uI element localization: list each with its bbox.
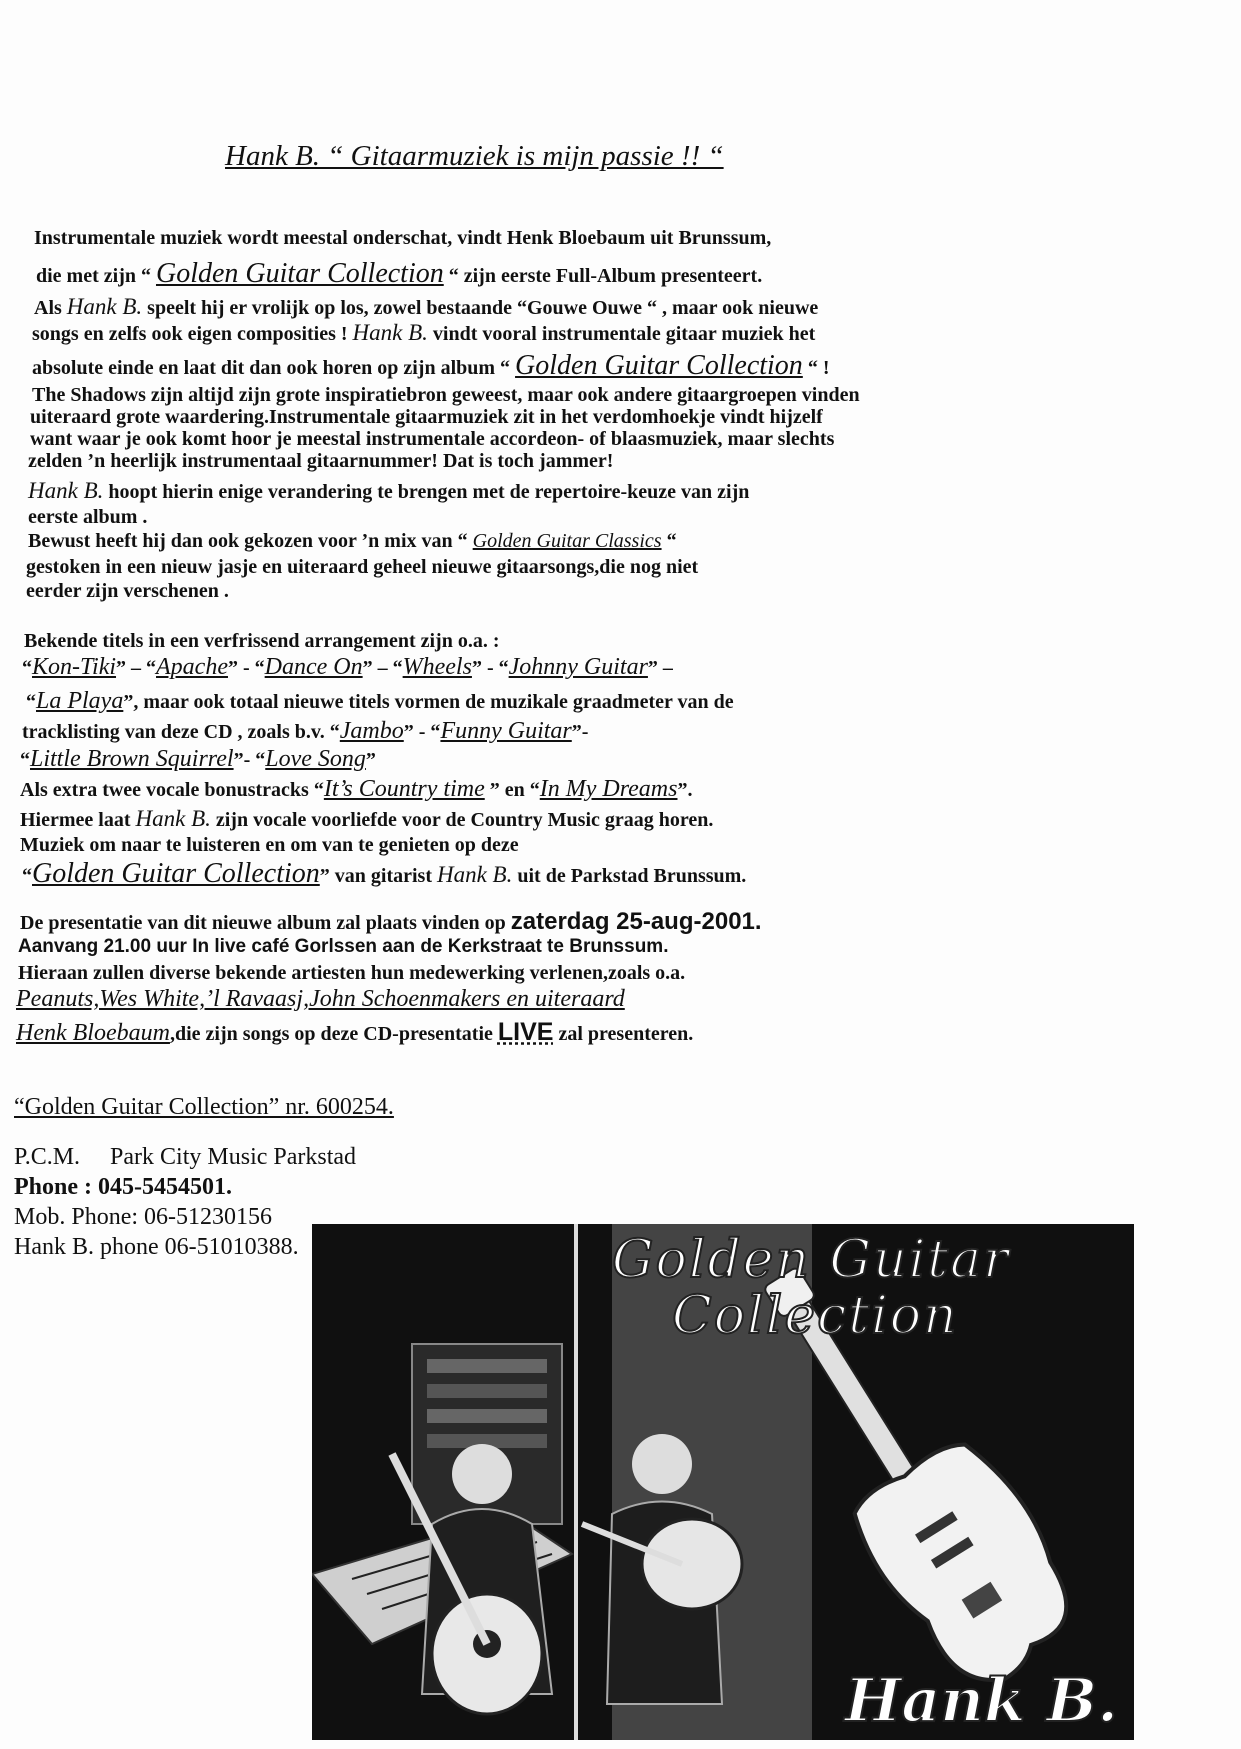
event-line-1: De presentatie van dit nieuwe album zal plaats vinden op zaterdag 25-aug-2001. xyxy=(20,908,762,935)
article-line-12: Bewust heeft hij dan ook gekozen voor ’n mix van “ Golden Guitar Classics “ xyxy=(28,530,677,552)
album-line: “Golden Guitar Collection” van gitarist Hank B. uit de Parkstad Brunssum. xyxy=(22,858,747,889)
article-line-6: The Shadows zijn altijd zijn grote inspiratiebron geweest, maar ook andere gitaargroepen vinden xyxy=(32,384,860,406)
bonus-line: Als extra twee vocale bonustracks “It’s Country time ” en “In My Dreams”. xyxy=(20,776,693,802)
enjoy-line: Muziek om naar te luisteren en om van te genieten op deze xyxy=(20,834,519,856)
titles-line-1: “Kon-Tiki” – “Apache” - “Dance On” – “Wheels” - “Johnny Guitar” – xyxy=(22,654,673,680)
article-line-2: die met zijn “ Golden Guitar Collection “ zijn eerste Full-Album presenteert. xyxy=(36,258,763,289)
classics-name: Golden Guitar Classics xyxy=(472,530,662,552)
article-line-9: zelden ’n heerlijk instrumentaal gitaarnummer! Dat is toch jammer! xyxy=(28,450,614,472)
titles-line-2: “La Playa”, maar ook totaal nieuwe titels vormen de muzikale graadmeter van de xyxy=(26,688,734,714)
titles-line-4: “Little Brown Squirrel”- “Love Song” xyxy=(20,746,376,772)
artist-name: Hank B. xyxy=(66,294,143,319)
article-line-10: Hank B. hoopt hierin enige verandering te brengen met de repertoire-keuze van zijn xyxy=(28,478,750,503)
article-line-1: Instrumentale muziek wordt meestal onderschat, vindt Henk Bloebaum uit Brunssum, xyxy=(34,227,772,249)
article-line-14: eerder zijn verschenen . xyxy=(26,580,229,602)
contact-phone: Phone : 045-5454501. xyxy=(14,1174,232,1200)
album-name: Golden Guitar Collection xyxy=(155,258,444,289)
artists-line: Peanuts,Wes White,’l Ravaasj,John Schoenmakers en uiteraard xyxy=(16,986,625,1012)
titles-intro: Bekende titels in een verfrissend arrangement zijn o.a. : xyxy=(24,630,500,652)
article-line-5: absolute einde en laat dit dan ook horen op zijn album “ Golden Guitar Collection “ ! xyxy=(32,350,830,381)
article-line-11: eerste album . xyxy=(28,506,148,528)
event-line-2: Aanvang 21.00 uur In live café Gorlssen aan de Kerkstraat te Brunssum. xyxy=(18,936,669,957)
page-title: Hank B. “ Gitaarmuziek is mijn passie !! “ xyxy=(225,140,724,172)
article-line-7: uiteraard grote waardering.Instrumentale gitaarmuziek zit in het verdomhoekje vindt hijzelf xyxy=(30,406,823,428)
article-line-8: want waar je ook komt hoor je meestal instrumentale accordeon- of blaasmuziek, maar slechts xyxy=(30,428,835,450)
contact-hank-phone: Hank B. phone 06-51010388. xyxy=(14,1234,299,1260)
catalog-number: “Golden Guitar Collection” nr. 600254. xyxy=(14,1094,394,1120)
henk-name: Henk Bloebaum xyxy=(16,1020,170,1046)
event-line-3: Hieraan zullen diverse bekende artiesten hun medewerking verlenen,zoals o.a. xyxy=(18,962,686,984)
event-line-5: Henk Bloebaum,die zijn songs op deze CD-presentatie LIVE zal presenteren. xyxy=(16,1018,694,1046)
vocal-line: Hiermee laat Hank B. zijn vocale voorliefde voor de Country Music graag horen. xyxy=(20,806,714,831)
article-line-4: songs en zelfs ook eigen composities ! Hank B. vindt vooral instrumentale gitaar muziek het xyxy=(32,320,816,345)
live-label: LIVE xyxy=(497,1018,554,1046)
article-line-3: Als Hank B. speelt hij er vrolijk op los, zowel bestaande “Gouwe Ouwe “ , maar ook nieuwe xyxy=(34,294,819,319)
article-line-13: gestoken in een nieuw jasje en uiteraard geheel nieuwe gitaarsongs,die nog niet xyxy=(26,556,699,578)
titles-line-3: tracklisting van deze CD , zoals b.v. “Jambo” - “Funny Guitar”- xyxy=(22,718,589,744)
event-date: zaterdag 25-aug-2001. xyxy=(510,908,762,935)
contact-mobile: Mob. Phone: 06-51230156 xyxy=(14,1204,272,1230)
cover-title-line-1: Golden Guitar xyxy=(612,1230,1010,1290)
cover-artist: Hank B. xyxy=(844,1666,1118,1736)
contact-company: P.C.M. Park City Music Parkstad xyxy=(14,1144,357,1170)
album-cover-image xyxy=(312,1224,1134,1740)
cover-title-line-2: Collection xyxy=(672,1286,959,1346)
